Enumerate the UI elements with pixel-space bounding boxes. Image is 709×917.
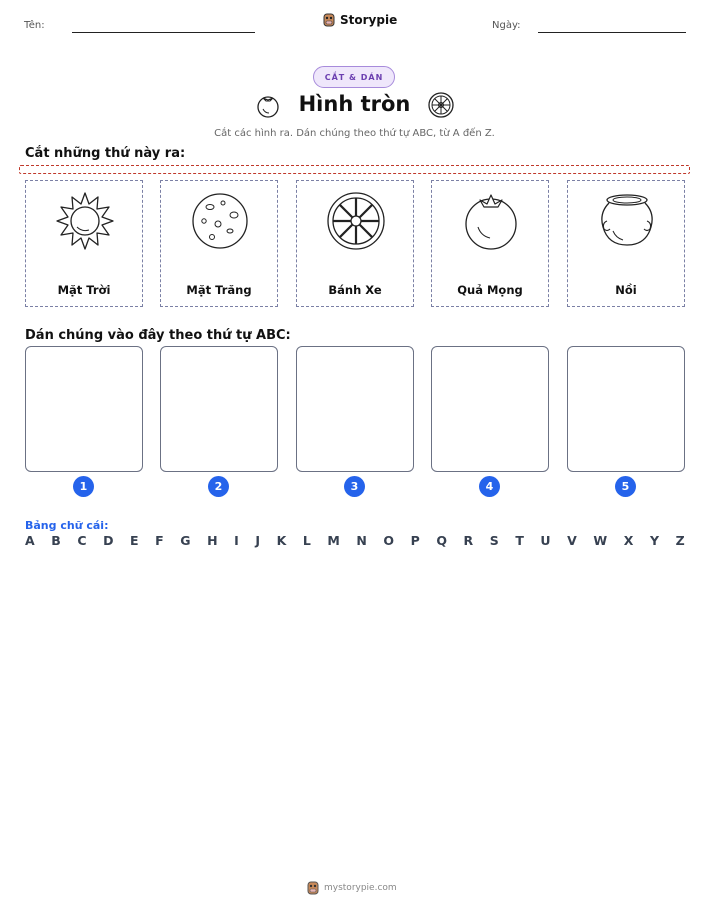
paste-section-title: Dán chúng vào đây theo thứ tự ABC:: [25, 328, 291, 343]
alphabet-letter: Z: [675, 533, 685, 548]
alphabet-letter: X: [623, 533, 634, 548]
paste-box-2[interactable]: [160, 346, 278, 472]
alphabet-letter: T: [515, 533, 524, 548]
alphabet-letter: E: [130, 533, 139, 548]
wheel-icon: [326, 191, 386, 251]
alphabet-letter: B: [51, 533, 61, 548]
berry-icon: [461, 191, 521, 251]
alphabet-letter: Q: [436, 533, 447, 548]
paste-box-3[interactable]: [296, 346, 414, 472]
alphabet-letter: A: [25, 533, 35, 548]
alphabet-letter: Y: [649, 533, 659, 548]
moon-icon: [190, 191, 250, 251]
cutout-card-sun[interactable]: [25, 180, 143, 307]
name-label: Tên:: [24, 20, 45, 31]
alphabet-letter: O: [383, 533, 395, 548]
paste-box-5[interactable]: [567, 346, 685, 472]
footer: [306, 880, 397, 896]
cut-line: [19, 165, 690, 174]
number-badge: 5: [615, 476, 636, 497]
brand-name: Storypie: [340, 13, 398, 27]
alphabet-letter: N: [356, 533, 367, 548]
alphabet-letter: L: [302, 533, 311, 548]
alphabet-title: Bảng chữ cái:: [25, 519, 109, 532]
alphabet-letter: J: [255, 533, 260, 548]
number-badge: 4: [479, 476, 500, 497]
paste-box-1[interactable]: [25, 346, 143, 472]
cutout-card-berry[interactable]: [431, 180, 549, 307]
alphabet-row: [25, 533, 685, 548]
cutout-label: Mặt Trời: [57, 283, 111, 297]
alphabet-letter: S: [489, 533, 499, 548]
date-label: Ngày:: [492, 20, 521, 31]
alphabet-letter: W: [593, 533, 608, 548]
cutout-label: Quả Mọng: [457, 283, 523, 297]
page-title: Hình tròn: [298, 92, 411, 116]
number-badge: 1: [73, 476, 94, 497]
name-line[interactable]: [72, 32, 255, 33]
storypie-mascot-icon: [306, 880, 320, 896]
activity-badge: CẮT & DÁN: [313, 66, 395, 88]
wheel-icon: [426, 90, 456, 120]
cut-section-title: Cắt những thứ này ra:: [25, 146, 186, 161]
paste-box-4[interactable]: [431, 346, 549, 472]
alphabet-letter: P: [410, 533, 420, 548]
footer-url[interactable]: mystorypie.com: [324, 883, 397, 893]
alphabet-letter: C: [77, 533, 87, 548]
cutout-card-moon[interactable]: [160, 180, 278, 307]
cutout-card-pot[interactable]: [567, 180, 685, 307]
alphabet-letter: V: [567, 533, 577, 548]
alphabet-letter: G: [180, 533, 191, 548]
alphabet-letter: U: [540, 533, 551, 548]
number-badge: 3: [344, 476, 365, 497]
storypie-mascot-icon: [322, 12, 336, 28]
date-line[interactable]: [538, 32, 686, 33]
alphabet-letter: F: [155, 533, 164, 548]
alphabet-letter: R: [463, 533, 474, 548]
cutout-label: Mặt Trăng: [186, 283, 252, 297]
alphabet-letter: K: [276, 533, 287, 548]
cutout-label: Bánh Xe: [328, 283, 382, 297]
instructions: Cắt các hình ra. Dán chúng theo thứ tự ABC, từ A đến Z.: [214, 128, 495, 139]
cutout-label: Nồi: [615, 283, 637, 297]
alphabet-letter: I: [234, 533, 239, 548]
cutout-card-wheel[interactable]: [296, 180, 414, 307]
alphabet-letter: M: [327, 533, 340, 548]
number-badge: 2: [208, 476, 229, 497]
sun-icon: [55, 191, 115, 251]
alphabet-letter: H: [207, 533, 218, 548]
alphabet-letter: D: [103, 533, 114, 548]
brand-logo: [322, 12, 397, 28]
pot-icon: [597, 191, 657, 251]
